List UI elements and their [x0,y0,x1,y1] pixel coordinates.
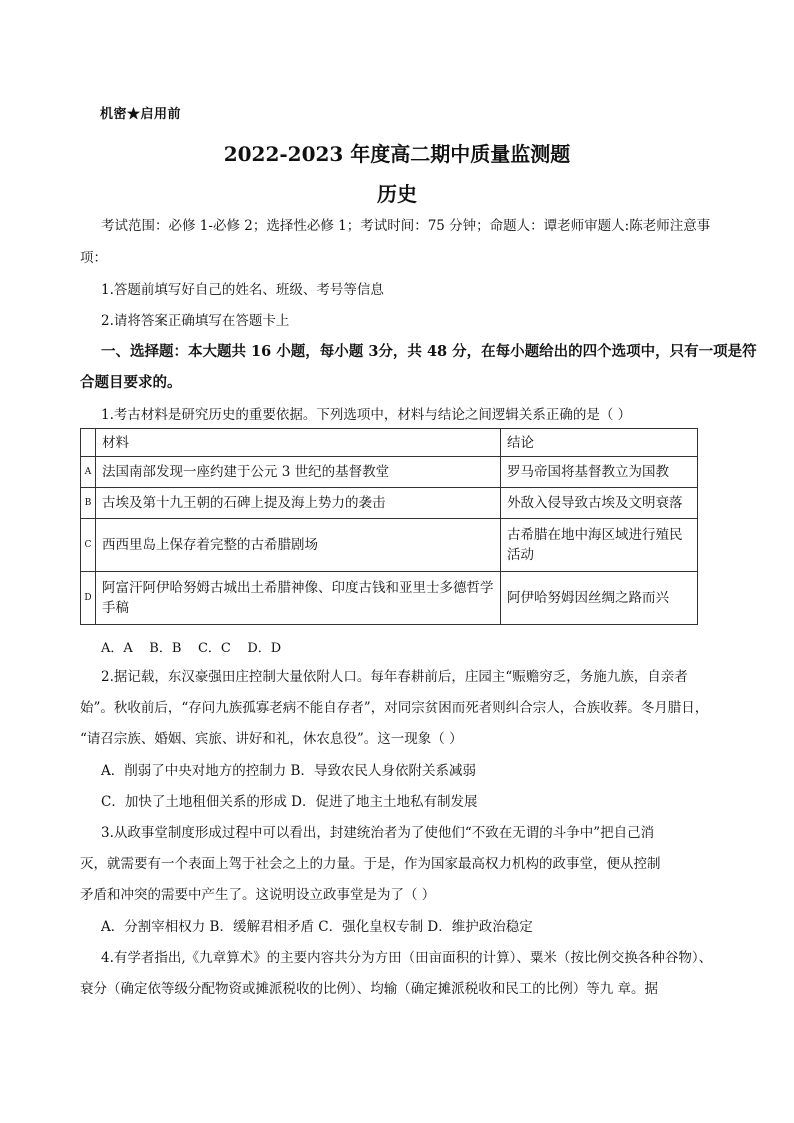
question-2-line: “请召宗族、婚姻、宾旅、讲好和礼，休农息役”。这一现象（ ） [80,731,463,747]
question-2-line: 始”。秋收前后，“存问九族孤寡老病不能自存者”，对同宗贫困而死者则纠合宗人，合族收葬。冬月腊日， [80,700,709,716]
question-4-line: 4.有学者指出,《九章算术》的主要内容共分为方田（田亩面积的计算）、粟米（按比例交换各种谷物）、 [101,950,713,966]
subject-title: 历史 [377,182,417,206]
table-header-conclusion: 结论 [501,429,698,457]
confidential-mark: 机密★启用前 [100,107,182,122]
section-heading: 一、选择题：本大题共 16 小题，每小题 3分，共 48 分，在每小题给出的四个选项中，只有一项是符 [101,343,757,360]
question-2-options: C．加快了土地租佃关系的形成 D．促进了地主土地私有制发展 [101,794,478,810]
question-3-line: 灭，就需要有一个表面上驾于社会之上的力量。于是，作为国家最高权力机构的政事堂，便从控制 [80,856,661,872]
question-3-line: 3.从政事堂制度形成过程中可以看出，封建统治者为了使他们“不致在无谓的斗争中”把自己消 [101,825,655,841]
row-conclusion: 古希腊在地中海区域进行殖民活动 [501,519,698,572]
question-3-line: 矛盾和冲突的需要中产生了。这说明设立政事堂是为了（ ） [80,887,436,903]
question-1-table [80,428,698,625]
question-1-stem: 1.考古材料是研究历史的重要依据。下列选项中，材料与结论之间逻辑关系正确的是（ ） [101,407,632,423]
note-1: 1.答题前填写好自己的姓名、班级、考号等信息 [101,282,384,298]
table-row [81,457,698,488]
question-2-line: 2.据记载，东汉豪强田庄控制大量依附人口。每年春耕前后，庄园主“赈赡穷乏，务施九族，自亲者 [101,669,688,685]
table-header-material: 材料 [96,429,501,457]
exam-title: 2022-2023 年度高二期中质量监测题 [223,142,571,166]
row-label: B [81,488,96,519]
row-material: 古埃及第十九王朝的石碑上提及海上势力的袭击 [96,488,501,519]
section-heading: 合题目要求的。 [80,374,182,391]
question-3-options: A．分割宰相权力 B．缓解君相矛盾 C．强化皇权专制 D．维护政治稳定 [101,919,533,935]
table-header-row [81,429,698,457]
row-conclusion: 外敌入侵导致古埃及文明衰落 [501,488,698,519]
table-row [81,519,698,572]
row-conclusion: 罗马帝国将基督教立为国教 [501,457,698,488]
question-2-options: A．削弱了中央对地方的控制力 B．导致农民人身依附关系减弱 [101,763,476,779]
row-conclusion: 阿伊哈努姆因丝绸之路而兴 [501,572,698,625]
row-material: 西西里岛上保存着完整的古希腊剧场 [96,519,501,572]
row-label: D [81,572,96,625]
row-label: C [81,519,96,572]
question-1-options: A．A B．B C．C D．D [101,641,282,656]
note-2: 2.请将答案正确填写在答题卡上 [101,313,290,329]
row-label: A [81,457,96,488]
table-row [81,488,698,519]
intro-line: 项： [80,250,107,266]
question-4-line: 衰分（确定依等级分配物资或摊派税收的比例）、均输（确定摊派税收和民工的比例）等九 章。据 [80,981,659,997]
row-material: 阿富汗阿伊哈努姆古城出土希腊神像、印度古钱和亚里士多德哲学手稿 [96,572,501,625]
row-material: 法国南部发现一座约建于公元 3 世纪的基督教堂 [96,457,501,488]
intro-line: 考试范围：必修 1-必修 2；选择性必修 1；考试时间：75 分钟；命题人：谭老师审题人:陈老师注意事 [101,218,711,234]
table-cell [81,429,96,457]
table-row [81,572,698,625]
